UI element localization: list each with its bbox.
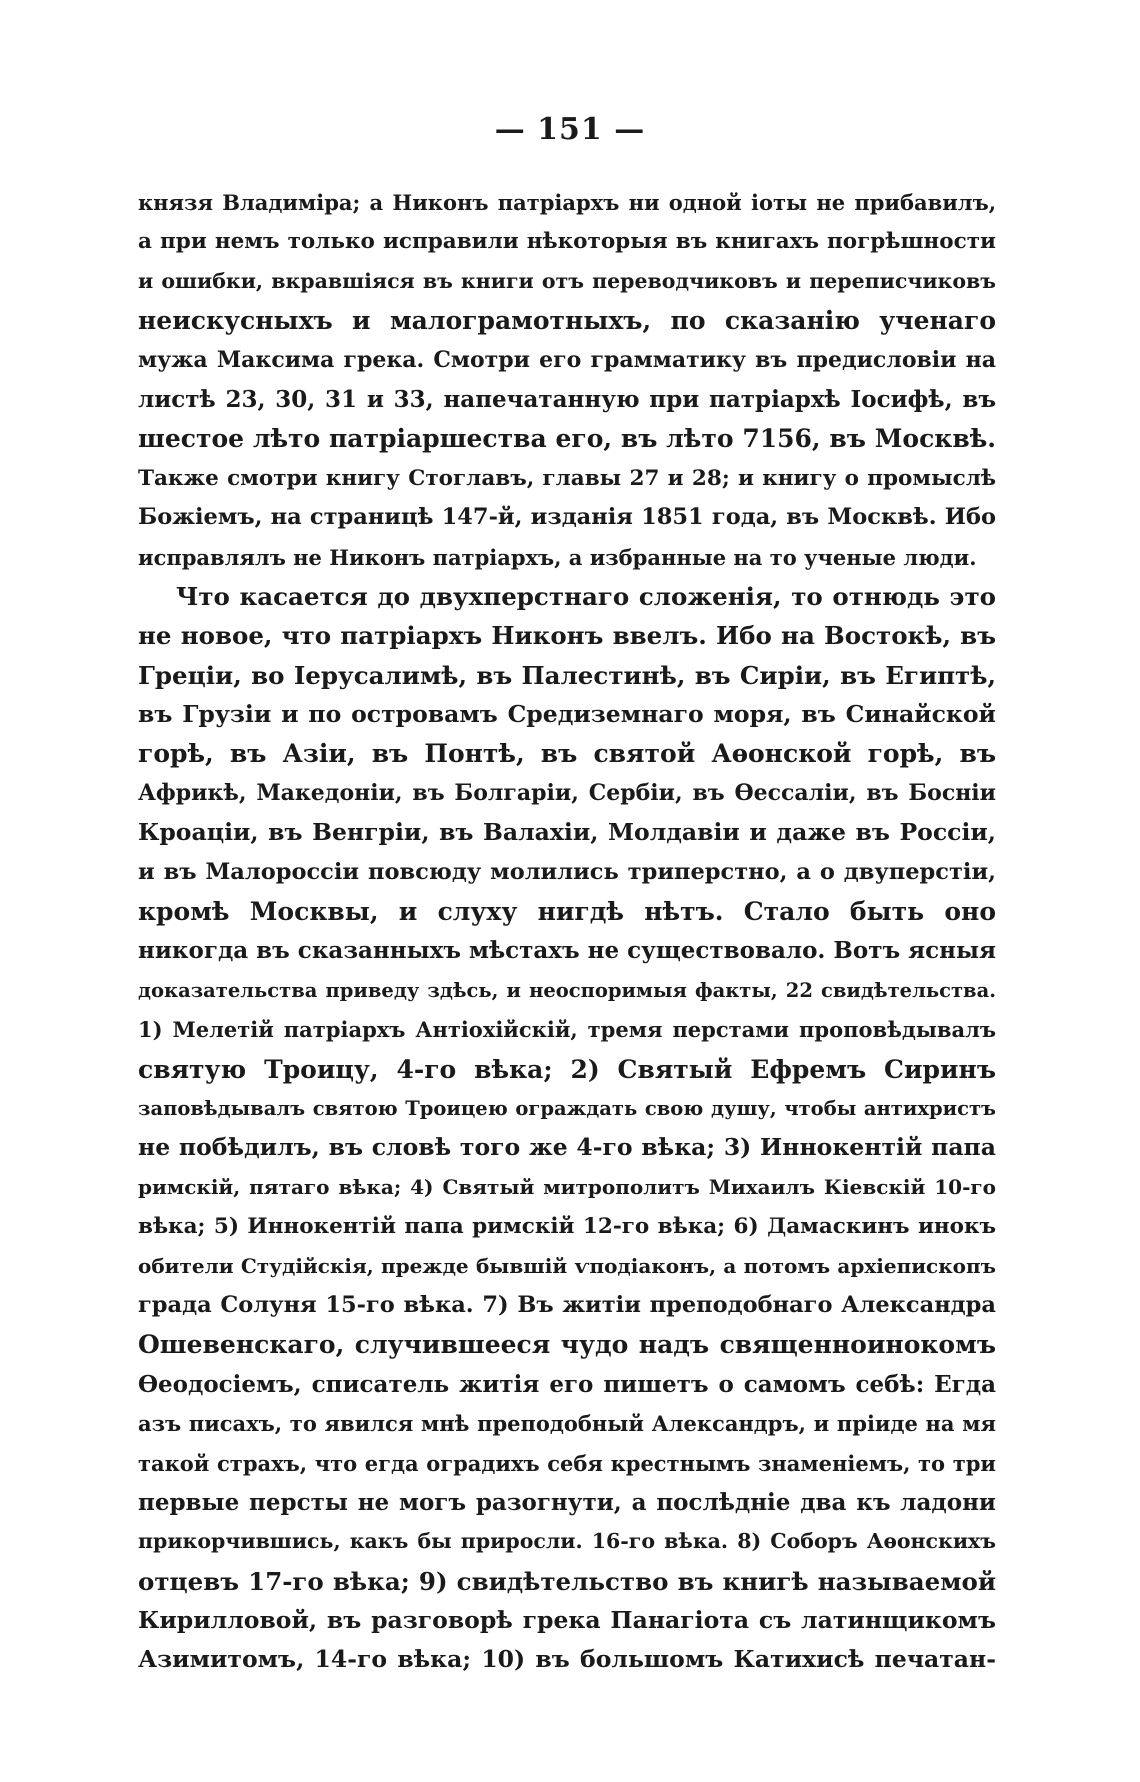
text-line: Ошевенскаго, случившееся чудо надъ священноинокомъ [138, 1330, 996, 1360]
text-line: въ Грузіи и по островамъ Средиземнаго моря, въ Синайской [138, 700, 996, 729]
text-line: Кирилловой, въ разговорѣ грека Панагіота съ латинщикомъ [138, 1606, 996, 1635]
text-line: азъ писахъ, то явился мнѣ преподобный Александръ, и пріиде на мя [138, 1411, 996, 1437]
text-line: Азимитомъ, 14-го вѣка; 10) въ большомъ Катихисѣ печатан- [138, 1645, 996, 1674]
text-line: шестое лѣто патріаршества его, въ лѣто 7156, въ Москвѣ. [138, 424, 996, 454]
body-text [138, 183, 996, 1680]
paragraph-end-line: исправлялъ не Никонъ патріархъ, а избранные на то ученые люди. [138, 544, 977, 570]
text-line: заповѣдывалъ святою Троицею ограждать свою душу, чтобы антихристъ [138, 1096, 996, 1120]
text-line: Ѳеодосіемъ, списатель житія его пишетъ о самомъ себѣ: Егда [138, 1370, 996, 1398]
paragraph-first-line: Что касается до двухперстнаго сложенія, то отнюдь это [176, 581, 996, 611]
text-line: никогда въ сказанныхъ мѣстахъ не существовало. Вотъ ясныя [138, 937, 996, 965]
text-line: такой страхъ, что егда оградихъ себя крестнымъ знаменіемъ, то три [138, 1450, 996, 1476]
text-line: Африкѣ, Македоніи, въ Болгаріи, Сербіи, въ Ѳессаліи, въ Босніи [138, 779, 996, 806]
text-line: горѣ, въ Азіи, въ Понтѣ, въ святой Аѳонской горѣ, въ [138, 739, 996, 769]
text-line: вѣка; 5) Иннокентій папа римскій 12-го вѣка; 6) Дамаскинъ инокъ [138, 1214, 996, 1240]
text-line: римскій, пятаго вѣка; 4) Святый митрополитъ Михаилъ Кіевскій 10-го [138, 1174, 996, 1199]
text-line: князя Владиміра; а Никонъ патріархъ ни одной іоты не прибавилъ, [138, 190, 996, 215]
text-line: обители Студійскія, прежде бывшій ѵподіаконъ, а потомъ архіепископъ [138, 1253, 996, 1278]
text-line: Также смотри книгу Стоглавъ, главы 27 и 28; и книгу о промыслѣ [138, 465, 996, 491]
text-line: Греціи, во Іерусалимѣ, въ Палестинѣ, въ Сиріи, въ Египтѣ, [138, 660, 996, 690]
text-line: прикорчившись, какъ бы приросли. 16-го вѣка. 8) Соборъ Аѳонскихъ [138, 1529, 996, 1554]
text-line: а при немъ только исправили нѣкоторыя въ книгахъ погрѣшности [138, 229, 996, 255]
text-line: первые персты не могъ разогнути, а послѣдніе два къ ладони [138, 1488, 996, 1516]
text-line: святую Троицу, 4-го вѣка; 2) Святый Ефремъ Сиринъ [138, 1054, 996, 1084]
text-line: 1) Мелетій патріархъ Антіохійскій, тремя перстами проповѣдывалъ [138, 1017, 996, 1043]
text-line: неискусныхъ и малограмотныхъ, по сказанію ученаго [138, 306, 996, 336]
text-line: мужа Максима грека. Смотри его грамматику въ предисловіи на [138, 346, 996, 373]
text-line: доказательства приведу здѣсь, и неоспоримыя факты, 22 свидѣтельства. [138, 978, 996, 1002]
text-line: Кроаціи, въ Венгріи, въ Валахіи, Молдавіи и даже въ Россіи, [138, 818, 996, 847]
text-line: листѣ 23, 30, 31 и 33, напечатанную при патріархѣ Іосифѣ, въ [138, 385, 996, 413]
text-line: отцевъ 17-го вѣка; 9) свидѣтельство въ книгѣ называемой [138, 1566, 996, 1596]
text-line: Божіемъ, на страницѣ 147-й, изданія 1851 года, въ Москвѣ. Ибо [138, 504, 996, 531]
text-line: не новое, что патріархъ Никонъ ввелъ. Ибо на Востокѣ, въ [138, 621, 996, 651]
page-number: — 151 — [494, 112, 646, 147]
text-line: и ошибки, вкравшіяся въ книги отъ переводчиковъ и переписчиковъ [138, 268, 996, 293]
text-line: града Солуня 15-го вѣка. 7) Въ житіи преподобнаго Александра [138, 1291, 996, 1318]
text-line: кромѣ Москвы, и слуху нигдѣ нѣтъ. Стало быть оно [138, 897, 996, 927]
text-line: и въ Малороссіи повсюду молились триперстно, а о двуперстіи, [138, 858, 996, 885]
text-line: не побѣдилъ, въ словѣ того же 4-го вѣка; 3) Иннокентій папа [138, 1133, 996, 1162]
